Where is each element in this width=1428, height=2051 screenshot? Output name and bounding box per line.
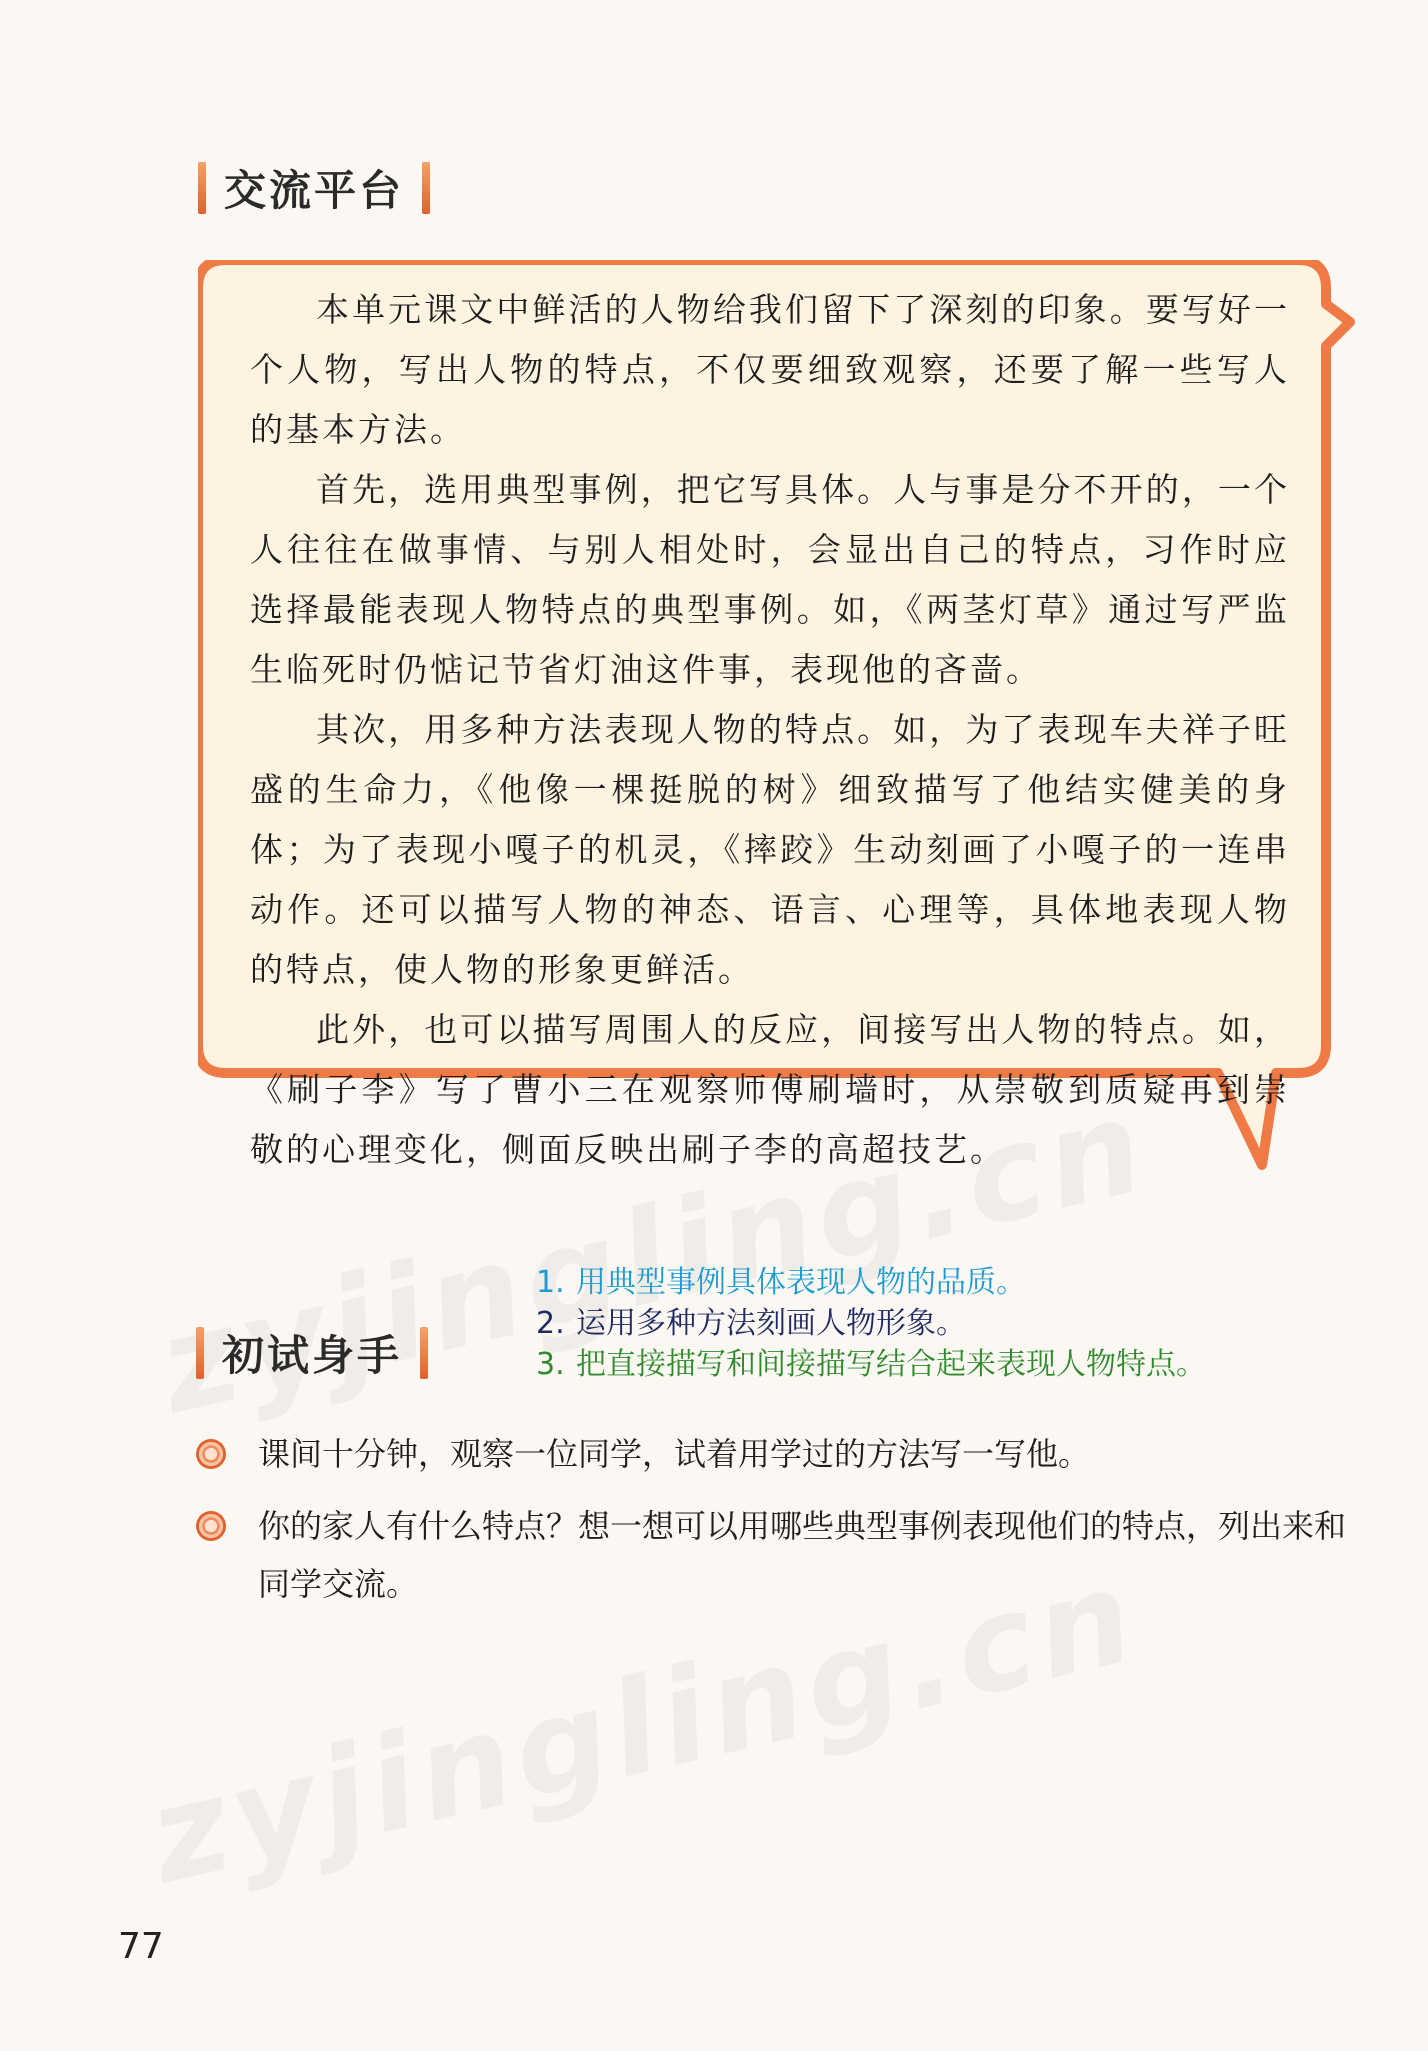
goal-text: 用典型事例具体表现人物的品质。 [576,1265,1026,1300]
goal-item [536,1262,1206,1303]
goal-item [536,1303,1206,1344]
goal-item [536,1344,1206,1385]
title-bar-left [196,1327,204,1379]
practice-title: 初试身手 [222,1331,403,1380]
paragraph-intro: 本单元课文中鲜活的人物给我们留下了深刻的印象。要写好一个人物，写出人物的特点，不仅要细致观察，还要了解一些写人的基本方法。 [250,290,1290,449]
title-bar-right [422,162,430,214]
task-item [196,1497,1356,1613]
discussion-text [250,280,1290,1180]
page-title: 交流平台 [224,166,405,215]
bullet-seal-icon [196,1511,226,1541]
task-text: 课间十分钟，观察一位同学，试着用学过的方法写一写他。 [258,1435,1091,1473]
task-item [196,1425,1356,1483]
section-title-practice [196,1323,428,1383]
goal-text: 运用多种方法刻画人物形象。 [576,1306,966,1341]
goal-text: 把直接描写和间接描写结合起来表现人物特点。 [576,1347,1206,1382]
page-number: 77 [118,1926,164,1967]
task-text: 你的家人有什么特点？想一想可以用哪些典型事例表现他们的特点，列出来和同学交流。 [258,1507,1347,1603]
goal-number: 2. [536,1306,565,1341]
paragraph-first: 首先，选用典型事例，把它写具体。人与事是分不开的，一个人往往在做事情、与别人相处时，会显出自己的特点，习作时应选择最能表现人物特点的典型事例。如，《两茎灯草》通过写严监生临死时仍惦记节省灯油这件事，表现他的吝啬。 [250,470,1290,689]
learning-goals [536,1262,1206,1385]
title-bar-left [198,162,206,214]
title-bar-right [420,1327,428,1379]
speech-bubble [198,260,1356,1180]
goal-number: 3. [536,1347,565,1382]
section-title-exchange [198,158,430,218]
bullet-seal-icon [196,1439,226,1469]
practice-tasks [196,1425,1356,1627]
paragraph-second: 其次，用多种方法表现人物的特点。如，为了表现车夫祥子旺盛的生命力，《他像一棵挺脱的树》细致描写了他结实健美的身体；为了表现小嘎子的机灵，《摔跤》生动刻画了小嘎子的一连串动作。还可以描写人物的神态、语言、心理等，具体地表现人物的特点，使人物的形象更鲜活。 [250,710,1290,989]
paragraph-third: 此外，也可以描写周围人的反应，间接写出人物的特点。如，《刷子李》写了曹小三在观察师傅刷墙时，从崇敬到质疑再到崇敬的心理变化，侧面反映出刷子李的高超技艺。 [250,1010,1290,1169]
goal-number: 1. [536,1265,565,1300]
